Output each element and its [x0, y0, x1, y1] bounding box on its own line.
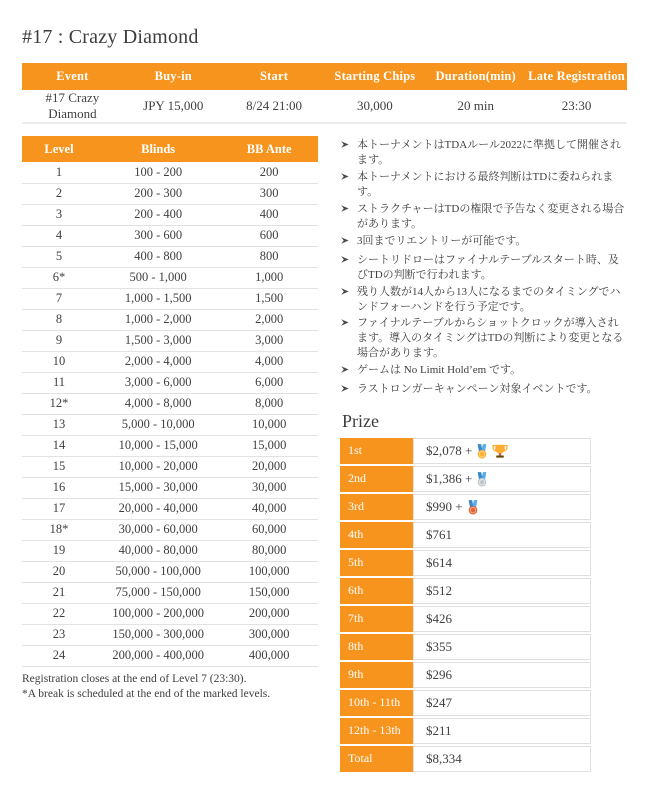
bb-ante-cell: 200,000	[220, 603, 318, 624]
level-cell: 23	[22, 624, 96, 645]
level-cell: 11	[22, 372, 96, 393]
note-item	[340, 138, 625, 168]
blinds-row	[22, 183, 318, 204]
prize-place: 7th	[340, 606, 413, 632]
arrow-bullet-icon	[340, 170, 357, 200]
arrow-bullet-icon	[340, 234, 357, 251]
level-cell: 13	[22, 414, 96, 435]
footnotes	[22, 672, 318, 703]
level-cell: 20	[22, 561, 96, 582]
blinds-row	[22, 162, 318, 183]
blinds-cell: 500 - 1,000	[96, 267, 220, 288]
blinds-row	[22, 288, 318, 309]
note-text: ストラクチャーはTDの権限で予告なく変更される場合があります。	[357, 202, 625, 230]
note-text: ラストロンガーキャンペーン対象イベントです。	[357, 383, 598, 396]
info-header-cell: Starting Chips	[324, 63, 425, 90]
content-columns	[22, 136, 625, 774]
prize-row	[340, 690, 591, 716]
blinds-cell: 1,000 - 1,500	[96, 288, 220, 309]
info-value-cell: 23:30	[526, 90, 627, 123]
info-value-cell: 8/24 21:00	[224, 90, 325, 123]
prize-amount: $1,386 +	[426, 471, 473, 487]
prize-row	[340, 522, 591, 548]
note-text: ゲームは No Limit Hold’em です。	[357, 364, 522, 377]
level-cell: 21	[22, 582, 96, 603]
prize-amount: $990 +	[426, 499, 463, 515]
bb-ante-cell: 200	[220, 162, 318, 183]
prize-amount: $512	[426, 583, 452, 599]
blinds-row	[22, 246, 318, 267]
prize-heading: Prize	[342, 411, 379, 432]
level-cell: 9	[22, 330, 96, 351]
note-item	[340, 202, 625, 232]
page-title: #17 : Crazy Diamond	[22, 26, 199, 48]
level-cell: 12*	[22, 393, 96, 414]
level-cell: 8	[22, 309, 96, 330]
blinds-header-row	[22, 136, 318, 162]
info-value-cell: 20 min	[425, 90, 526, 123]
level-cell: 19	[22, 540, 96, 561]
blinds-row	[22, 225, 318, 246]
level-cell: 18*	[22, 519, 96, 540]
prize-value	[413, 550, 591, 576]
level-cell: 17	[22, 498, 96, 519]
blinds-cell: 200 - 300	[96, 183, 220, 204]
blinds-row	[22, 330, 318, 351]
blinds-cell: 30,000 - 60,000	[96, 519, 220, 540]
prize-place: Total	[340, 746, 413, 772]
prize-place: 12th - 13th	[340, 718, 413, 744]
blinds-cell: 200,000 - 400,000	[96, 645, 220, 666]
blinds-cell: 75,000 - 150,000	[96, 582, 220, 603]
blinds-cell: 100,000 - 200,000	[96, 603, 220, 624]
prize-amount: $761	[426, 527, 452, 543]
bb-ante-cell: 150,000	[220, 582, 318, 603]
gold-medal-icon	[475, 444, 489, 459]
bb-ante-cell: 300	[220, 183, 318, 204]
arrow-bullet-icon	[340, 363, 357, 380]
blinds-header-cell: Level	[22, 136, 96, 162]
blinds-row	[22, 498, 318, 519]
bb-ante-cell: 1,000	[220, 267, 318, 288]
note-item	[340, 234, 625, 251]
prize-row	[340, 466, 591, 492]
blinds-cell: 200 - 400	[96, 204, 220, 225]
event-info-table	[22, 63, 627, 124]
note-text: 本トーナメントはTDAルール2022に準拠して開催されます。	[357, 139, 621, 166]
note-text: シートリドローはファイナルテーブルスタート時、及びTDの判断で行われます。	[357, 253, 619, 281]
prize-place: 10th - 11th	[340, 690, 413, 716]
blinds-row	[22, 372, 318, 393]
arrow-bullet-icon	[340, 316, 357, 361]
blinds-row	[22, 351, 318, 372]
level-cell: 16	[22, 477, 96, 498]
prize-row	[340, 578, 591, 604]
prize-row	[340, 550, 591, 576]
bb-ante-cell: 600	[220, 225, 318, 246]
blinds-cell: 1,000 - 2,000	[96, 309, 220, 330]
arrow-bullet-icon	[340, 138, 357, 168]
blinds-cell: 100 - 200	[96, 162, 220, 183]
bb-ante-cell: 60,000	[220, 519, 318, 540]
note-item	[340, 316, 625, 361]
prize-amount: $211	[426, 723, 452, 739]
blinds-cell: 4,000 - 8,000	[96, 393, 220, 414]
blinds-row	[22, 435, 318, 456]
info-table-header-row	[22, 63, 627, 90]
bb-ante-cell: 1,500	[220, 288, 318, 309]
trophy-icon	[492, 444, 508, 459]
note-item	[340, 285, 625, 315]
arrow-bullet-icon	[340, 382, 357, 399]
prize-place: 6th	[340, 578, 413, 604]
info-value-cell: JPY 15,000	[123, 90, 224, 123]
prize-row	[340, 606, 591, 632]
level-cell: 3	[22, 204, 96, 225]
blinds-cell: 3,000 - 6,000	[96, 372, 220, 393]
blinds-cell: 5,000 - 10,000	[96, 414, 220, 435]
blinds-row	[22, 477, 318, 498]
bb-ante-cell: 400,000	[220, 645, 318, 666]
info-header-cell: Duration(min)	[425, 63, 526, 90]
bb-ante-cell: 3,000	[220, 330, 318, 351]
bb-ante-cell: 10,000	[220, 414, 318, 435]
prize-value	[413, 466, 591, 492]
prize-value	[413, 662, 591, 688]
bb-ante-cell: 4,000	[220, 351, 318, 372]
blinds-cell: 150,000 - 300,000	[96, 624, 220, 645]
blinds-column	[22, 136, 318, 774]
blinds-cell: 40,000 - 80,000	[96, 540, 220, 561]
prize-amount: $426	[426, 611, 452, 627]
prize-amount: $247	[426, 695, 452, 711]
blinds-row	[22, 456, 318, 477]
blinds-header-cell: BB Ante	[220, 136, 318, 162]
bb-ante-cell: 20,000	[220, 456, 318, 477]
note-item	[340, 382, 625, 399]
level-cell: 4	[22, 225, 96, 246]
blinds-cell: 2,000 - 4,000	[96, 351, 220, 372]
level-cell: 2	[22, 183, 96, 204]
note-text: ファイナルテーブルからショットクロックが導入されます。導入のタイミングはTDの判断により変更となる場合があります。	[357, 317, 624, 360]
info-header-cell: Buy-in	[123, 63, 224, 90]
prize-value	[413, 522, 591, 548]
blinds-table	[22, 136, 318, 667]
blinds-cell: 50,000 - 100,000	[96, 561, 220, 582]
note-item	[340, 170, 625, 200]
bb-ante-cell: 800	[220, 246, 318, 267]
prize-amount: $2,078 +	[426, 443, 473, 459]
blinds-row	[22, 309, 318, 330]
prize-place: 2nd	[340, 466, 413, 492]
level-cell: 10	[22, 351, 96, 372]
bb-ante-cell: 400	[220, 204, 318, 225]
prize-row	[340, 746, 591, 772]
bb-ante-cell: 2,000	[220, 309, 318, 330]
blinds-cell: 10,000 - 20,000	[96, 456, 220, 477]
blinds-row	[22, 519, 318, 540]
blinds-cell: 10,000 - 15,000	[96, 435, 220, 456]
blinds-row	[22, 393, 318, 414]
prize-place: 4th	[340, 522, 413, 548]
level-cell: 15	[22, 456, 96, 477]
info-value-cell: #17 Crazy Diamond	[22, 90, 123, 123]
blinds-row	[22, 603, 318, 624]
bb-ante-cell: 100,000	[220, 561, 318, 582]
prize-place: 3rd	[340, 494, 413, 520]
level-cell: 22	[22, 603, 96, 624]
level-cell: 5	[22, 246, 96, 267]
prize-value	[413, 718, 591, 744]
note-item	[340, 253, 625, 283]
level-cell: 24	[22, 645, 96, 666]
blinds-cell: 400 - 800	[96, 246, 220, 267]
level-cell: 1	[22, 162, 96, 183]
silver-medal-icon	[475, 472, 489, 487]
level-cell: 6*	[22, 267, 96, 288]
bb-ante-cell: 40,000	[220, 498, 318, 519]
note-item	[340, 363, 625, 380]
prize-row	[340, 438, 591, 464]
bb-ante-cell: 15,000	[220, 435, 318, 456]
info-header-cell: Start	[224, 63, 325, 90]
level-cell: 14	[22, 435, 96, 456]
prize-place: 9th	[340, 662, 413, 688]
blinds-row	[22, 414, 318, 435]
bb-ante-cell: 6,000	[220, 372, 318, 393]
prize-row	[340, 662, 591, 688]
blinds-cell: 1,500 - 3,000	[96, 330, 220, 351]
prize-value	[413, 494, 591, 520]
footnote-registration: Registration closes at the end of Level 7 (23:30).	[22, 672, 247, 685]
prize-value	[413, 606, 591, 632]
prize-row	[340, 494, 591, 520]
prize-value	[413, 438, 591, 464]
info-header-cell: Late Registration	[526, 63, 627, 90]
arrow-bullet-icon	[340, 202, 357, 232]
arrow-bullet-icon	[340, 285, 357, 315]
prize-amount: $355	[426, 639, 452, 655]
bb-ante-cell: 300,000	[220, 624, 318, 645]
prize-amount: $614	[426, 555, 452, 571]
prize-row	[340, 634, 591, 660]
blinds-row	[22, 582, 318, 603]
blinds-row	[22, 645, 318, 666]
blinds-row	[22, 561, 318, 582]
prize-table	[340, 438, 591, 772]
blinds-row	[22, 624, 318, 645]
blinds-header-cell: Blinds	[96, 136, 220, 162]
info-table-data-row	[22, 90, 627, 123]
prize-amount: $8,334	[426, 751, 462, 767]
bb-ante-cell: 30,000	[220, 477, 318, 498]
info-header-cell: Event	[22, 63, 123, 90]
blinds-cell: 15,000 - 30,000	[96, 477, 220, 498]
blinds-row	[22, 204, 318, 225]
blinds-cell: 20,000 - 40,000	[96, 498, 220, 519]
level-cell: 7	[22, 288, 96, 309]
blinds-row	[22, 267, 318, 288]
prize-amount: $296	[426, 667, 452, 683]
info-value-cell: 30,000	[324, 90, 425, 123]
bronze-medal-icon	[466, 500, 480, 515]
notes-list	[340, 138, 625, 399]
blinds-cell: 300 - 600	[96, 225, 220, 246]
prize-place: 1st	[340, 438, 413, 464]
prize-value	[413, 634, 591, 660]
notes-prize-column	[340, 136, 625, 774]
prize-value	[413, 746, 591, 772]
blinds-table-body	[22, 162, 318, 666]
prize-row	[340, 718, 591, 744]
bb-ante-cell: 8,000	[220, 393, 318, 414]
note-text: 3回までリエントリーが可能です。	[357, 234, 527, 247]
prize-place: 5th	[340, 550, 413, 576]
blinds-row	[22, 540, 318, 561]
bb-ante-cell: 80,000	[220, 540, 318, 561]
note-text: 残り人数が14人から13人になるまでのタイミングでハンドフォーハンドを行う予定です。	[357, 285, 621, 313]
note-text: 本トーナメントにおける最終判断はTDに委ねられます。	[357, 170, 614, 198]
prize-place: 8th	[340, 634, 413, 660]
prize-value	[413, 690, 591, 716]
arrow-bullet-icon	[340, 253, 357, 283]
prize-value	[413, 578, 591, 604]
footnote-break: *A break is scheduled at the end of the marked levels.	[22, 688, 271, 701]
